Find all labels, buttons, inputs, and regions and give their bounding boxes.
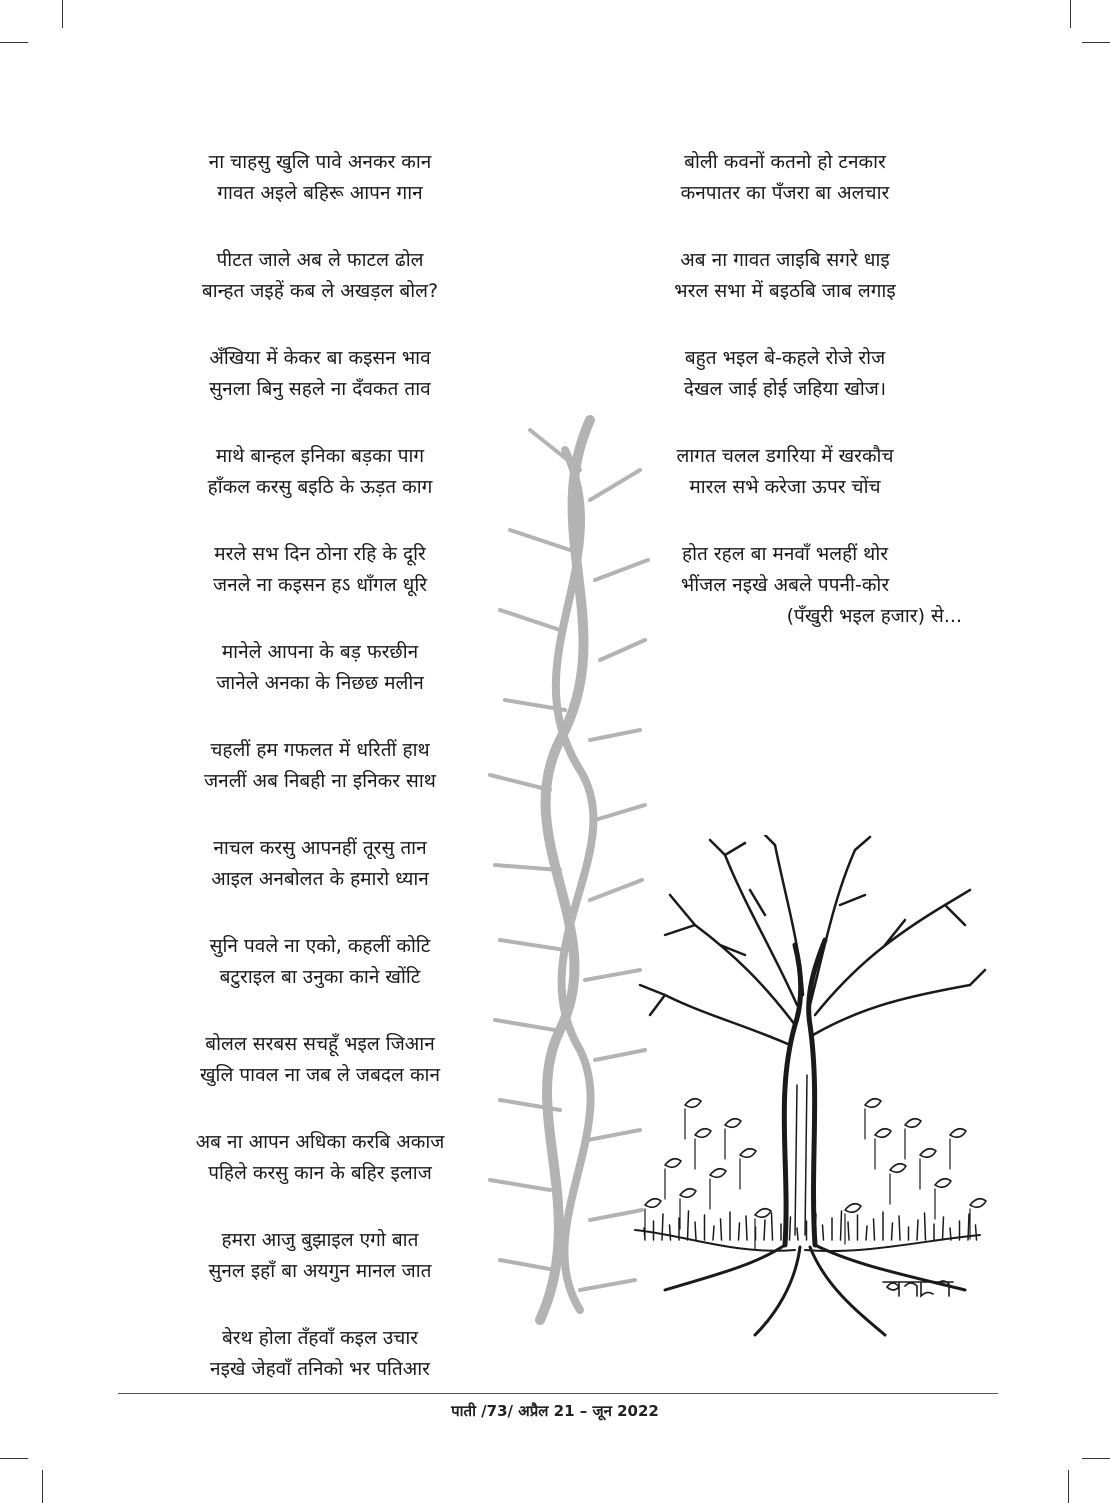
crop-mark: [1082, 42, 1110, 43]
stanza: [620, 441, 950, 503]
poem-line: अँखिया में केकर बा कइसन भाव: [209, 347, 431, 369]
poem-line: जनलीं अब निबही ना इनिकर साथ: [204, 770, 436, 792]
stanza: [155, 833, 485, 895]
poem-line: देखल जाई होई जहिया खोज।: [683, 378, 887, 400]
poem-left-column: [155, 147, 485, 1421]
stanza: [155, 245, 485, 307]
stanza: [155, 1225, 485, 1287]
poem-attribution: (पँखुरी भइल हजार) से...: [786, 605, 962, 627]
stanza: [155, 441, 485, 503]
crop-mark: [1082, 1458, 1110, 1459]
poem-line: मरले सभ दिन ठोना रहि के दूरि: [214, 543, 426, 565]
poem-line: बोलल सरबस सचहूँ भइल जिआन: [205, 1033, 435, 1055]
crop-mark: [62, 0, 63, 28]
poem-line: पहिले करसु कान के बहिर इलाज: [208, 1162, 432, 1184]
poem-line: भरल सभा में बइठबि जाब लगाइ: [674, 280, 896, 302]
poem-line: मारल सभे करेजा ऊपर चोंच: [689, 476, 881, 498]
poem-line: जनले ना कइसन हऽ धाँगल धूरि: [212, 574, 428, 596]
poem-line: बहुत भइल बे-कहले रोजे रोज: [684, 347, 886, 369]
crop-mark: [42, 1470, 43, 1503]
poem-line: गावत अइले बहिरू आपन गान: [217, 182, 423, 204]
stanza: [620, 245, 950, 307]
poem-line: नाचल करसु आपनहीं तूरसु तान: [213, 837, 427, 859]
poem-line: हाँकल करसु बइठि के ऊड़त काग: [207, 476, 433, 498]
poem-line: लागत चलल डगरिया में खरकौच: [676, 445, 894, 467]
poem-line: नइखे जेहवाँ तनिको भर पतिआर: [210, 1358, 430, 1380]
poem-line: पीटत जाले अब ले फाटल ढोल: [216, 249, 424, 271]
stanza: [155, 931, 485, 993]
crop-mark: [1070, 0, 1071, 28]
footer-rule: [118, 1393, 998, 1394]
poem-line: मानेले आपना के बड़ फरछीन: [221, 641, 419, 663]
poem-line: ना चाहसु खुलि पावे अनकर कान: [208, 151, 432, 173]
stanza: [155, 637, 485, 699]
poem-line: माथे बान्हल इनिका बड़का पाग: [215, 445, 425, 467]
poem-line: भींजल नइखे अबले पपनी-कोर: [680, 574, 890, 596]
stanza: [620, 343, 950, 405]
stanza: [155, 539, 485, 601]
poem-line: जानेले अनका के निछछ मलीन: [216, 672, 424, 694]
crop-mark: [1068, 1470, 1069, 1503]
stanza: [155, 147, 485, 209]
poem-line: बान्हत जइहें कब ले अखड़ल बोल?: [201, 280, 439, 302]
stanza: [155, 1127, 485, 1189]
poem-line: खुलि पावल ना जब ले जबदल कान: [199, 1064, 440, 1086]
stanza: [620, 539, 962, 632]
poem-line: हमरा आजु बुझाइल एगो बात: [221, 1229, 419, 1251]
poem-line: होत रहल बा मनवाँ भलहीं थोर: [681, 543, 889, 565]
poem-line: आइल अनबोलत के हमारो ध्यान: [211, 868, 429, 890]
crop-mark: [0, 42, 28, 43]
poem-line: चहलीं हम गफलत में धरितीं हाथ: [210, 739, 430, 761]
stanza: [620, 147, 950, 209]
thorn-vine-illustration: [470, 410, 650, 1330]
crop-mark: [0, 1458, 28, 1459]
poem-line: कनपातर का पँजरा बा अलचार: [680, 182, 890, 204]
poem-line: सुनल इहाँ बा अयगुन मानल जात: [208, 1260, 432, 1282]
poem-line: बोली कवनों कतनो हो टनकार: [684, 151, 886, 173]
poem-line: बटुराइल बा उनुका काने खोंटि: [219, 966, 421, 988]
stanza: [155, 735, 485, 797]
poem-line: अब ना आपन अधिका करबि अकाज: [195, 1131, 445, 1153]
stanza: [155, 1323, 485, 1385]
poem-line: बेरथ होला तँहवाँ कइल उचार: [221, 1327, 419, 1349]
poem-line: सुनि पवले ना एको, कहलीं कोटि: [209, 935, 431, 957]
poem-line: अब ना गावत जाइबि सगरे धाइ: [680, 249, 890, 271]
stanza: [155, 343, 485, 405]
stanza: [155, 1029, 485, 1091]
poem-line: सुनला बिनु सहले ना दँवकत ताव: [209, 378, 431, 400]
bare-tree-illustration: [625, 835, 990, 1340]
page-footer: पाती /73/ अप्रैल 21 – जून 2022: [451, 1402, 659, 1420]
poem-right-column: [620, 147, 962, 668]
